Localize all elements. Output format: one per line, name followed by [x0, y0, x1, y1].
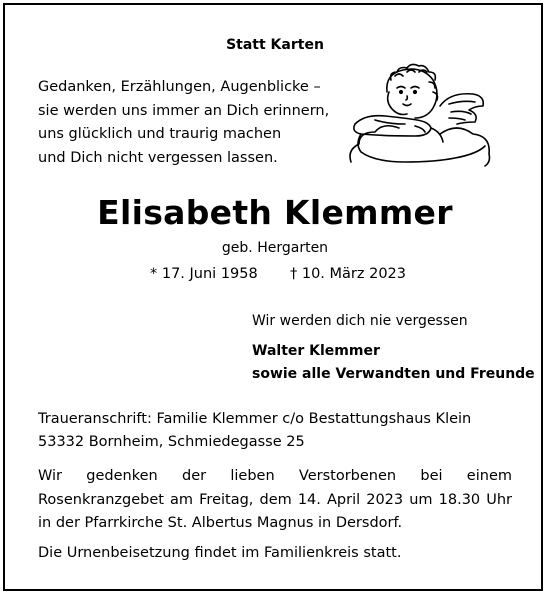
birth-date: * 17. Juni 1958 [150, 266, 258, 282]
poem-line: und Dich nicht vergessen lassen. [38, 149, 278, 166]
mourning-address-line: Traueranschrift: Familie Klemmer c/o Bestattungshaus Klein [38, 411, 472, 427]
rosary-prayer-notice: Wir gedenken der lieben Verstorbenen bei einem Rosenkranzgebet am Freitag, dem 14. April 2023 um 18.30 Uhr in der Pfarrkirche St. Albertus Magnus in Dersdorf. [38, 468, 512, 531]
poem-line: Gedanken, Erzählungen, Augenblicke – [38, 79, 321, 95]
deceased-name: Elisabeth Klemmer [97, 193, 453, 232]
mourners-relatives: sowie alle Verwandten und Freunde [252, 366, 535, 382]
death-date: † 10. März 2023 [290, 266, 407, 282]
mourning-address-city: 53332 Bornheim, Schmiedegasse 25 [38, 434, 305, 450]
cherub-angel-illustration [345, 62, 495, 172]
poem-line: uns glücklich und traurig machen [38, 126, 282, 142]
header-label: Statt Karten [226, 37, 324, 53]
urn-burial-notice: Die Urnenbeisetzung findet im Familienkreis statt. [38, 545, 402, 561]
poem [38, 76, 329, 170]
maiden-name: geb. Hergarten [221, 240, 329, 256]
mourners-intro: Wir werden dich nie vergessen [252, 313, 468, 329]
poem-line: sie werden uns immer an Dich erinnern, [38, 102, 330, 119]
mourner-name: Walter Klemmer [252, 343, 380, 359]
